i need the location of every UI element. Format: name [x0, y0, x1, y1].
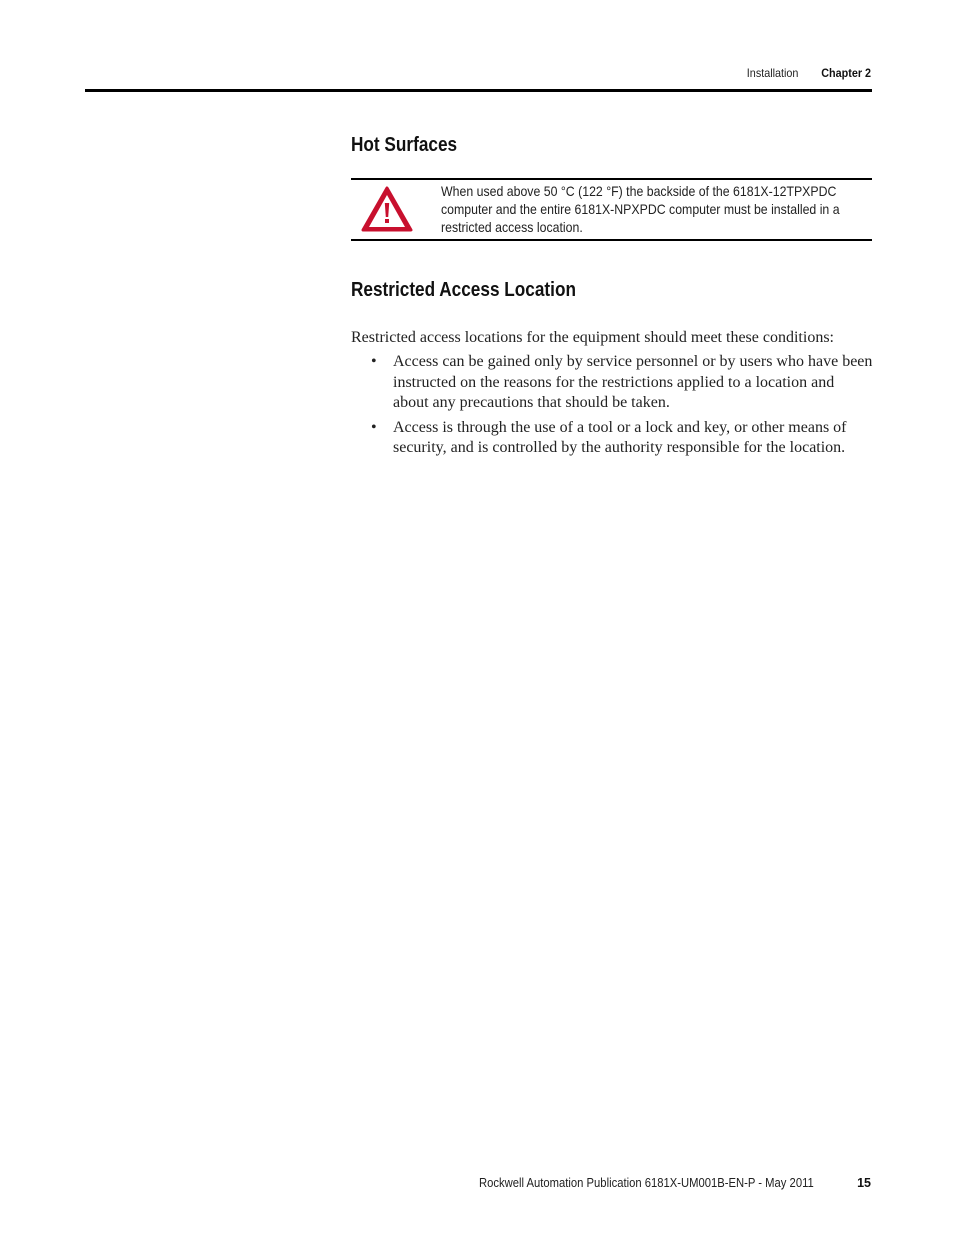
footer-publication: Rockwell Automation Publication 6181X-UM001B-EN-P - May 2011	[479, 1176, 814, 1190]
list-item: • Access can be gained only by service personnel or by users who have been instructed on the reasons for the restrictions applied to a location and about any precautions that should be taken.	[393, 352, 873, 414]
list-item: • Access is through the use of a tool or a lock and key, or other means of security, and is controlled by the authority responsible for the location.	[393, 418, 873, 459]
restricted-access-intro: Restricted access locations for the equipment should meet these conditions:	[351, 329, 834, 346]
header-chapter-label: Chapter 2	[821, 66, 871, 80]
warning-text: When used above 50 °C (122 °F) the backside of the 6181X-12TPXPDC computer and the entire 6181X-NPXPDC computer must be installed in a restricted access location.	[441, 183, 840, 235]
header-rule	[85, 89, 872, 92]
running-header	[747, 66, 871, 80]
conditions-list	[393, 352, 873, 463]
page-number: 15	[857, 1176, 871, 1190]
header-section-label: Installation	[746, 66, 799, 80]
restricted-access-heading: Restricted Access Location	[351, 279, 576, 301]
warning-triangle-icon	[360, 184, 414, 234]
hot-surfaces-heading: Hot Surfaces	[351, 134, 458, 156]
warning-box	[351, 178, 872, 241]
